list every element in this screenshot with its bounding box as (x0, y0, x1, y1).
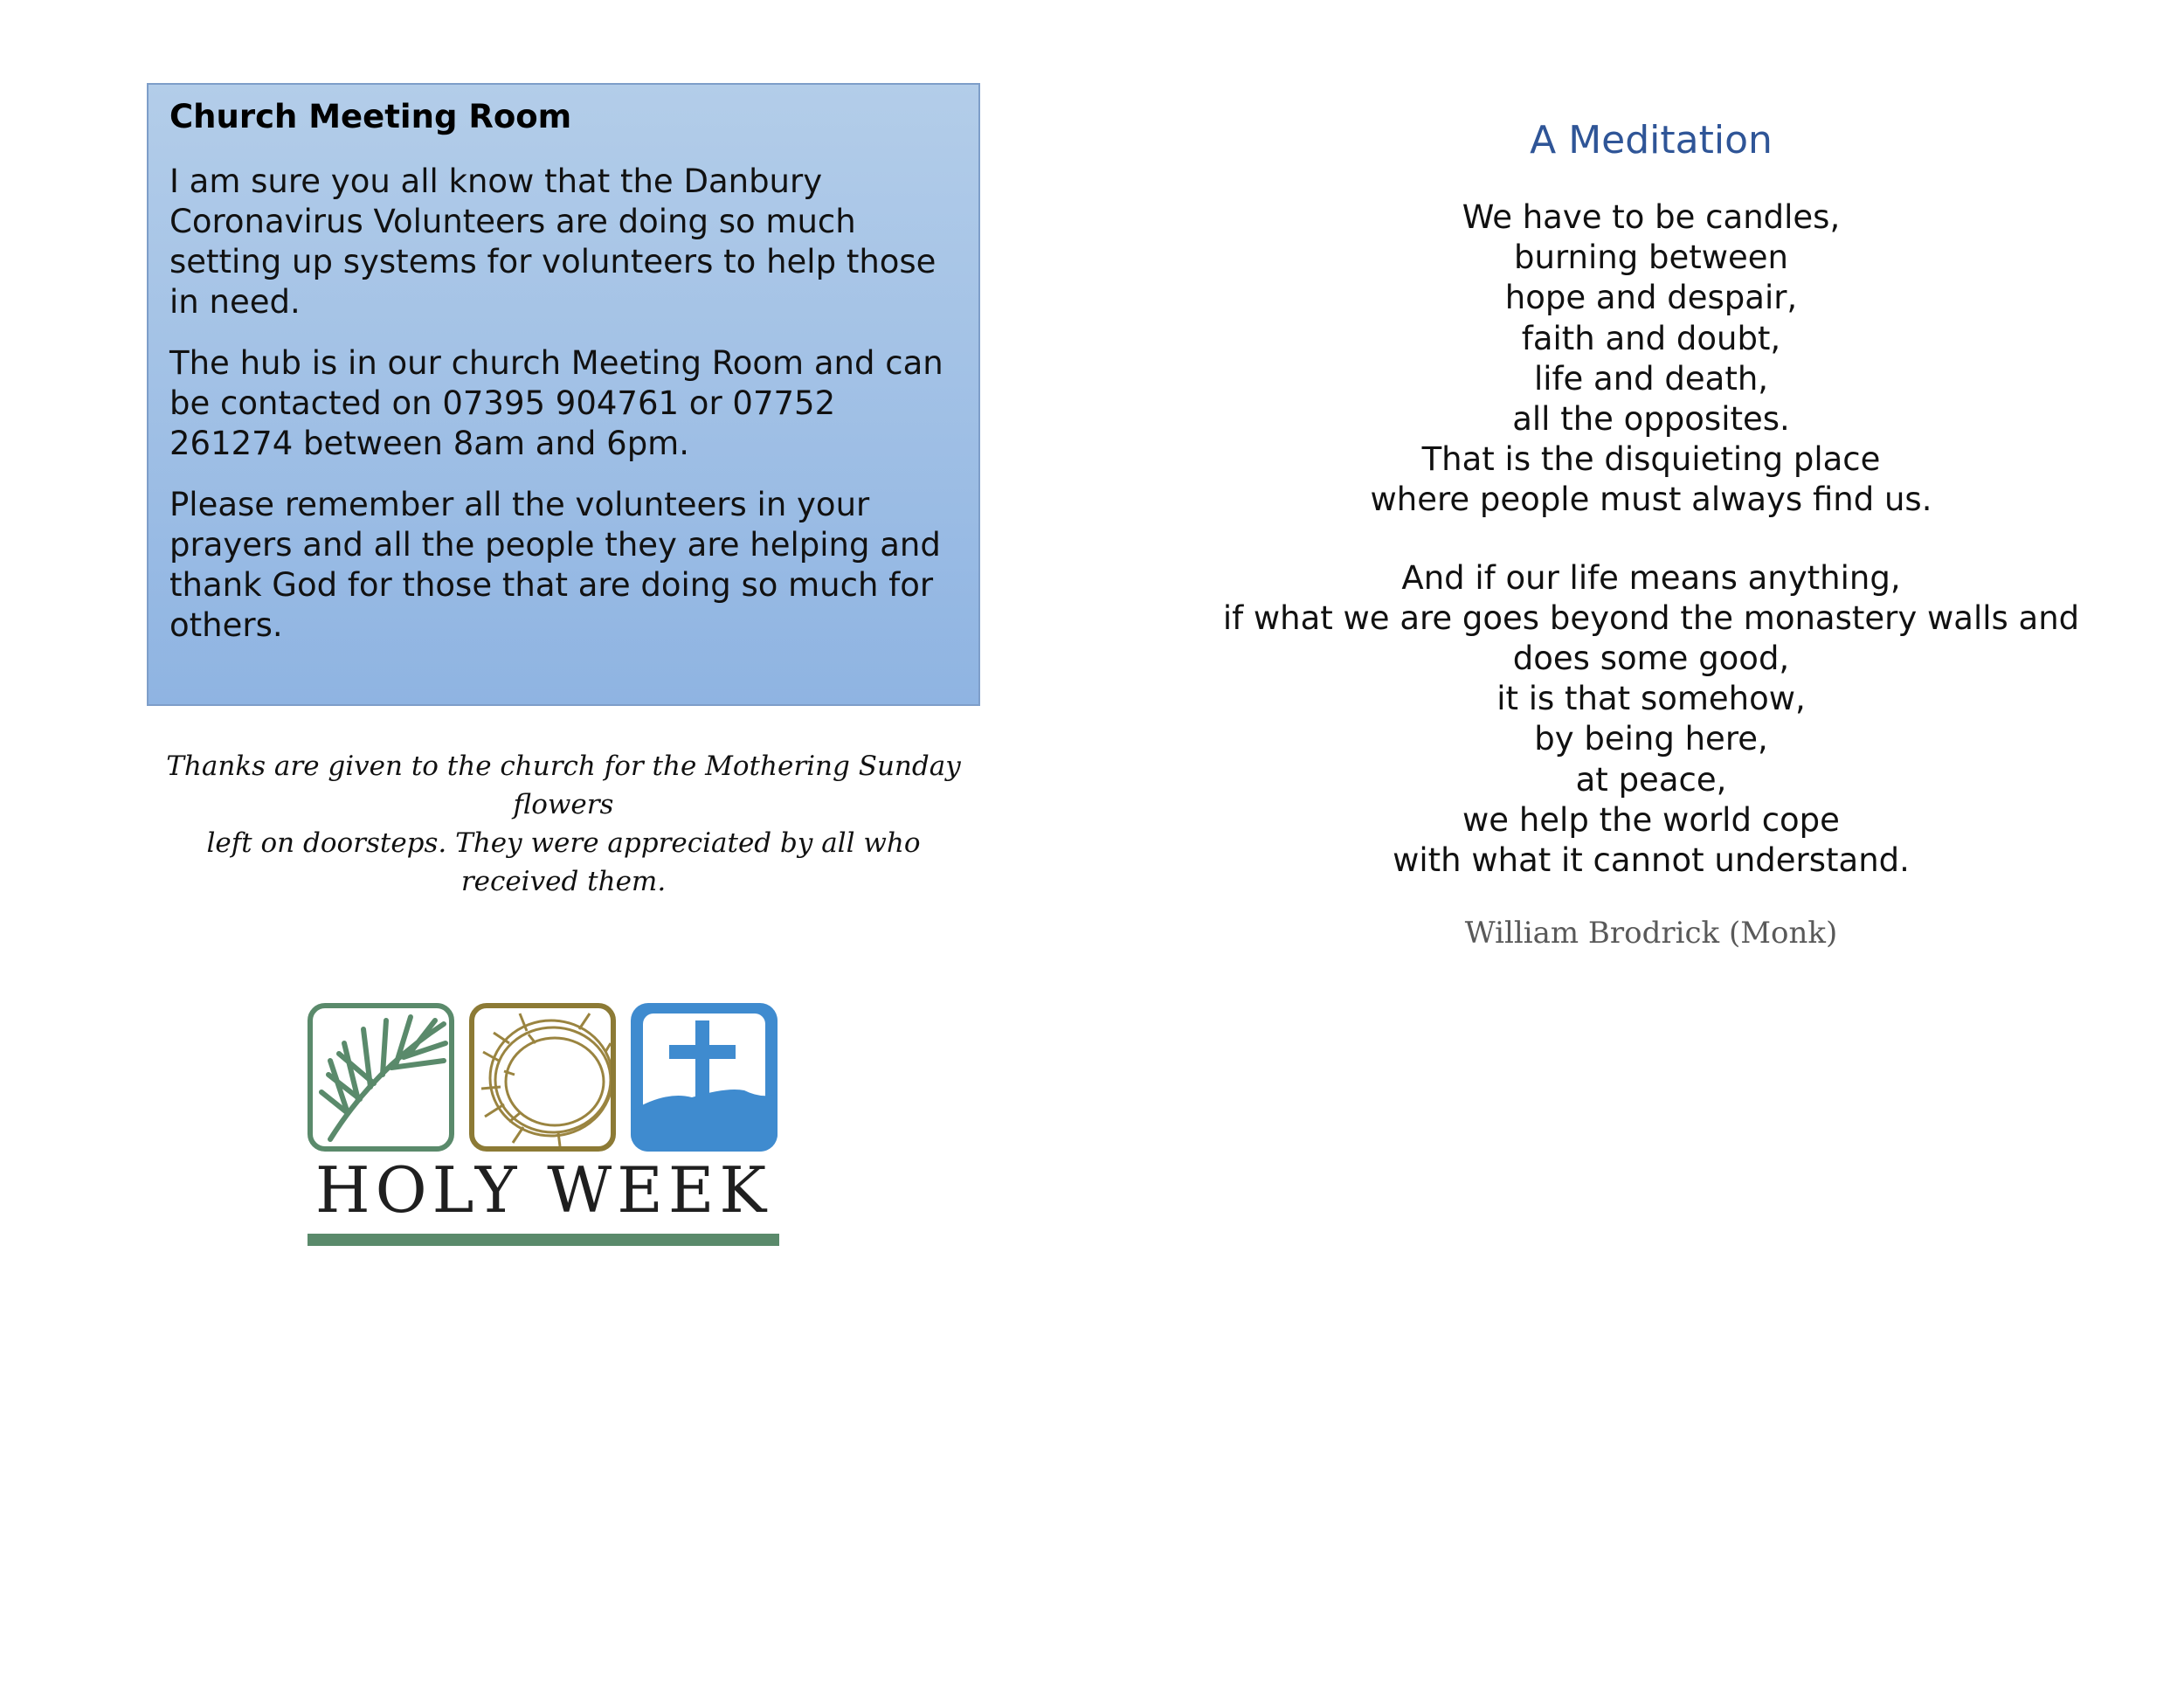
poem-line: it is that somehow, (1496, 680, 1806, 718)
poem-stanza-1 (1171, 197, 2132, 521)
logo-underline (308, 1234, 779, 1246)
palm-branch-icon (308, 1003, 454, 1152)
poem-line: all the opposites. (1512, 400, 1790, 439)
poem-line: faith and doubt, (1521, 319, 1781, 357)
info-box (147, 83, 980, 706)
poem-line: hope and despair, (1504, 279, 1798, 317)
info-box-heading: Church Meeting Room (169, 98, 572, 135)
poem-line: by being here, (1534, 720, 1768, 758)
poem-line: And if our life means anything, (1401, 558, 1901, 597)
thanks-line: left on doorsteps. They were appreciated by all who received them. (206, 827, 921, 897)
poem-line: we help the world cope (1462, 800, 1840, 839)
poem-line: does some good, (1512, 640, 1790, 678)
cross-on-hill-icon (631, 1003, 778, 1152)
meditation-title: A Meditation (1530, 118, 1773, 163)
thanks-note (147, 747, 980, 901)
poem-line: That is the disquieting place (1421, 440, 1881, 479)
poem-line: with what it cannot understand. (1393, 841, 1910, 880)
poem-author: William Brodrick (Monk) (1464, 916, 1838, 951)
info-paragraph-prayers: Please remember all the volunteers in your prayers and all the people they are helping and thank God for those that are doing so much for others. (169, 486, 941, 644)
poem-line: life and death, (1533, 359, 1769, 398)
poem-stanza-2 (1171, 558, 2132, 882)
info-paragraph-hub-contact: The hub is in our church Meeting Room and can be contacted on 07395 904761 or 07752 261274 between 8am and 6pm. (169, 344, 943, 462)
poem-line: We have to be candles, (1462, 198, 1841, 236)
crown-of-thorns-icon (469, 1003, 616, 1152)
holy-week-logo (308, 1003, 779, 1249)
poem-line: where people must always find us. (1370, 481, 1932, 519)
thanks-line: Thanks are given to the church for the Mothering Sunday flowers (166, 751, 961, 820)
poem-line: if what we are goes beyond the monastery walls and (1222, 598, 2080, 637)
poem-line: at peace, (1575, 760, 1727, 799)
poem-line: burning between (1514, 239, 1788, 277)
info-paragraph-volunteers: I am sure you all know that the Danbury Coronavirus Volunteers are doing so much setting up systems for volunteers to help those in need. (169, 163, 936, 321)
meditation (1171, 114, 2132, 952)
logo-wordmark: HOLY WEEK (314, 1153, 772, 1227)
